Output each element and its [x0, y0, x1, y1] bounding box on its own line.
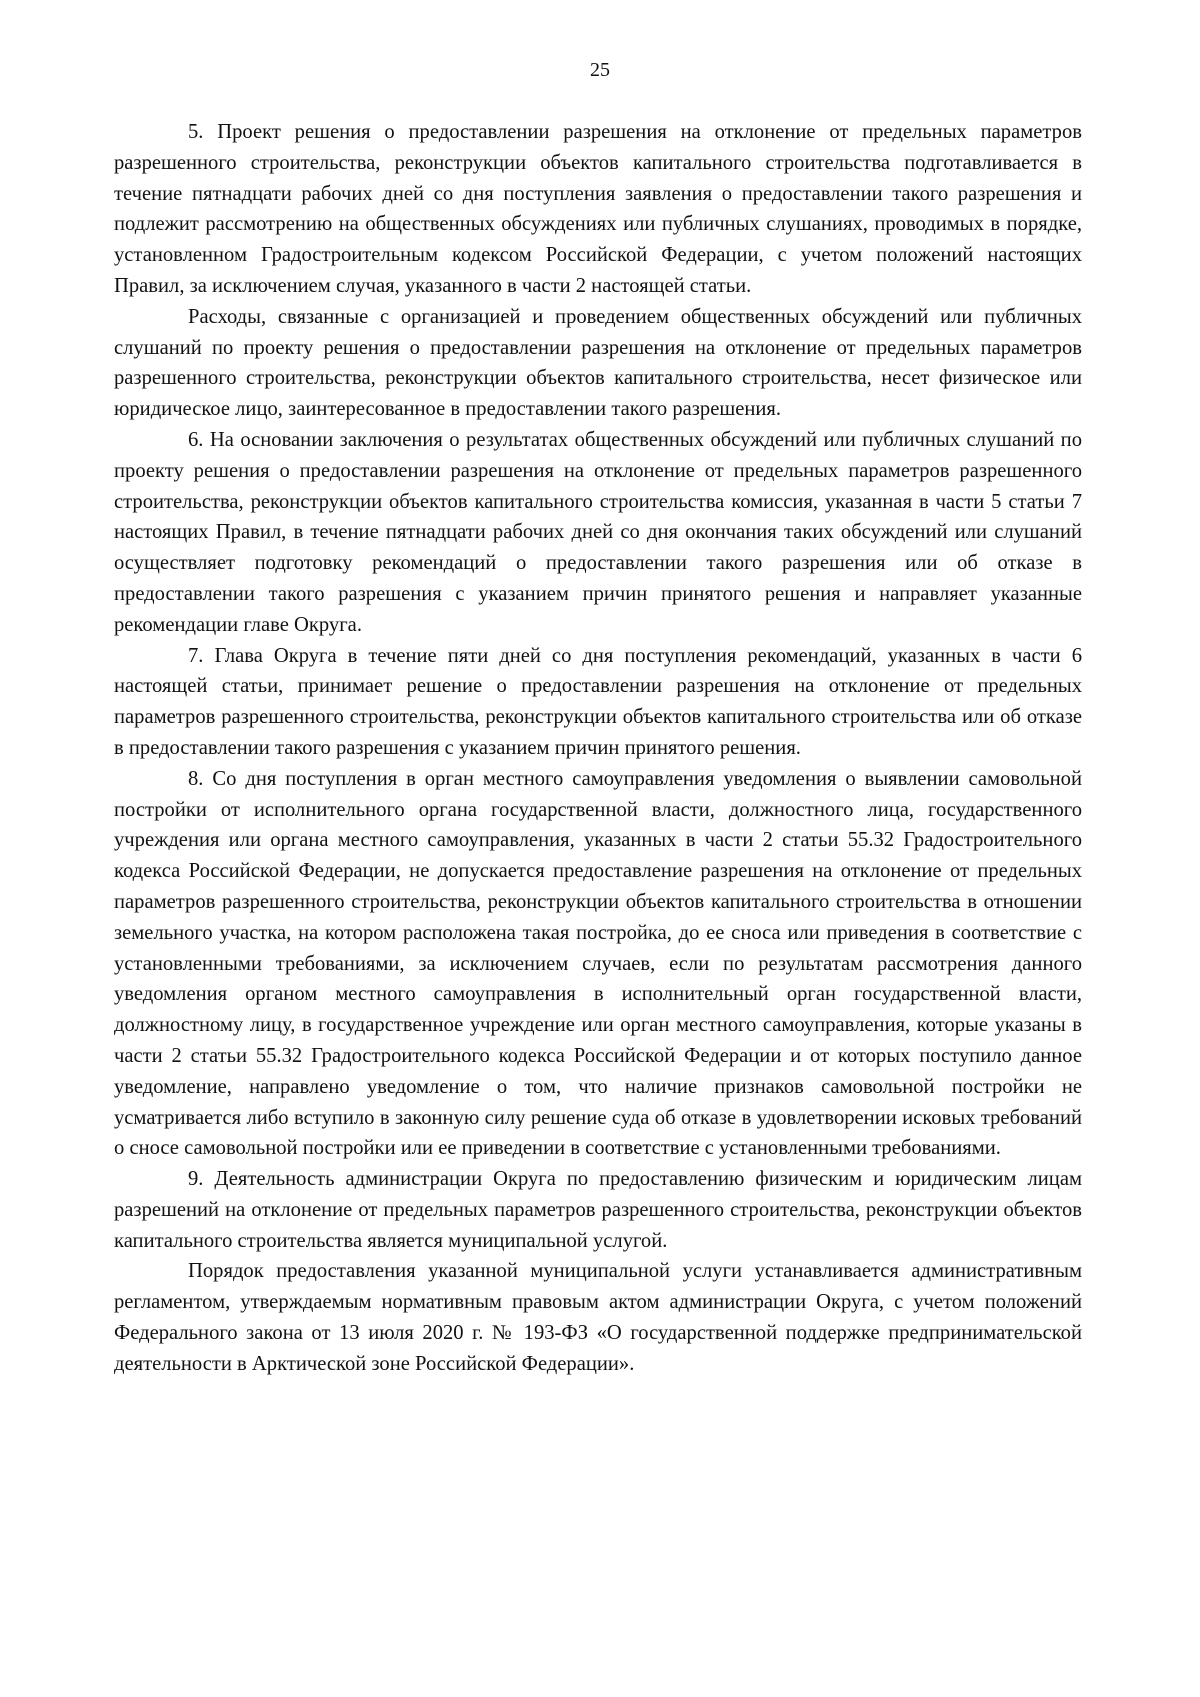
paragraph-expenses: Расходы, связанные с организацией и проведением общественных обсуждений или публичных слушаний по проекту решения о предоставлении разрешения на отклонение от предельных параметров разрешенного строительства, реконструкции объектов капитального строительства, несет физическое или юридическое лицо, заинтересованное в предоставлении такого разрешения.: [114, 305, 1082, 421]
paragraph-part-6: 6. На основании заключения о результатах общественных обсуждений или публичных слушаний по проекту решения о предоставлении разрешения на отклонение от предельных параметров разрешенного строительства, реконструкции объектов капитального строительства комиссия, указанная в части 5 статьи 7 настоящих Правил, в течение пятнадцати рабочих дней со дня окончания таких обсуждений или слушаний осуществляет подготовку рекомендаций о предоставлении такого разрешения или об отказе в предоставлении такого разрешения с указанием причин принятого решения и направляет указанные рекомендации главе Округа.: [114, 428, 1082, 636]
document-body: [114, 117, 1082, 1380]
page-number: 25: [590, 59, 610, 81]
paragraph-part-9: 9. Деятельность администрации Округа по предоставлению физическим и юридическим лицам разрешений на отклонение от предельных параметров разрешенного строительства, реконструкции объектов капитального строительства является муниципальной услугой.: [114, 1168, 1082, 1252]
paragraph-procedure: Порядок предоставления указанной муниципальной услуги устанавливается административным регламентом, утверждаемым нормативным правовым актом администрации Округа, с учетом положений Федерального закона от 13 июля 2020 г. № 193-ФЗ «О государственной поддержке предпринимательской деятельности в Арктической зоне Российской Федерации».: [114, 1260, 1082, 1375]
paragraph-part-5: 5. Проект решения о предоставлении разрешения на отклонение от предельных параметров разрешенного строительства, реконструкции объектов капитального строительства подготавливается в течение пятнадцати рабочих дней со дня поступления заявления о предоставлении такого разрешения и подлежит рассмотрению на общественных обсуждениях или публичных слушаниях, проводимых в порядке, установленном Градостроительным кодексом Российской Федерации, с учетом положений настоящих Правил, за исключением случая, указанного в части 2 настоящей статьи.: [114, 121, 1082, 297]
paragraph-part-8: 8. Со дня поступления в орган местного самоуправления уведомления о выявлении самовольной постройки от исполнительного органа государственной власти, должностного лица, государственного учреждения или органа местного самоуправления, указанных в части 2 статьи 55.32 Градостроительного кодекса Российской Федерации, не допускается предоставление разрешения на отклонение от предельных параметров разрешенного строительства, реконструкции объектов капитального строительства в отношении земельного участка, на котором расположена такая постройка, до ее сноса или приведения в соответствие с установленными требованиями, за исключением случаев, если по результатам рассмотрения данного уведомления органом местного самоуправления в исполнительный орган государственной власти, должностному лицу, в государственное учреждение или орган местного самоуправления, которые указаны в части 2 статьи 55.32 Градостроительного кодекса Российской Федерации и от которых поступило данное уведомление, направлено уведомление о том, что наличие признаков самовольной постройки не усматривается либо вступило в законную силу решение суда об отказе в удовлетворении исковых требований о сносе самовольной постройки или ее приведении в соответствие с установленными требованиями.: [114, 767, 1082, 1160]
paragraph-part-7: 7. Глава Округа в течение пяти дней со дня поступления рекомендаций, указанных в части 6 настоящей статьи, принимает решение о предоставлении разрешения на отклонение от предельных параметров разрешенного строительства, реконструкции объектов капитального строительства или об отказе в предоставлении такого разрешения с указанием причин принятого решения.: [114, 644, 1082, 759]
